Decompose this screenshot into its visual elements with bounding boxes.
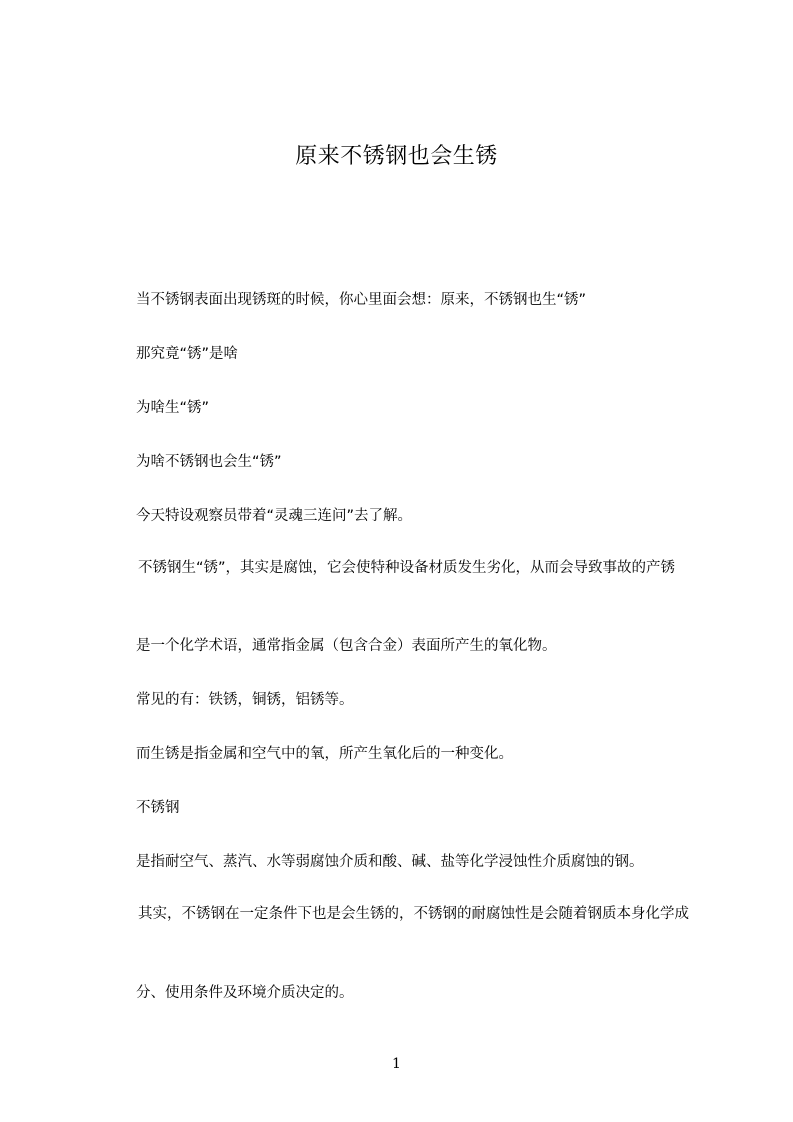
paragraph: 分、使用条件及环境介质决定的。 <box>136 985 354 1001</box>
paragraph: 不锈钢生“锈”，其实是腐蚀，它会使特种设备材质发生劣化，从而会导致事故的产锈 <box>138 560 676 576</box>
paragraph: 今天特设观察员带着“灵魂三连问”去了解。 <box>136 508 413 524</box>
paragraph: 其实，不锈钢在一定条件下也是会生锈的，不锈钢的耐腐蚀性是会随着钢质本身化学成 <box>138 906 689 922</box>
paragraph: 当不锈钢表面出现锈斑的时候，你心里面会想：原来，不锈钢也生“锈” <box>136 292 587 308</box>
paragraph: 而生锈是指金属和空气中的氧，所产生氧化后的一种变化。 <box>136 746 513 762</box>
paragraph: 为啥生“锈” <box>136 400 210 416</box>
document-title: 原来不锈钢也会生锈 <box>295 144 498 169</box>
paragraph: 那究竟“锈”是啥 <box>136 346 239 362</box>
paragraph: 不锈钢 <box>136 800 180 816</box>
paragraph: 是指耐空气、蒸汽、水等弱腐蚀介质和酸、碱、盐等化学浸蚀性介质腐蚀的钢。 <box>136 854 644 870</box>
paragraph: 是一个化学术语，通常指金属（包含合金）表面所产生的氧化物。 <box>136 638 557 654</box>
page-number: 1 <box>392 1056 401 1072</box>
paragraph: 常见的有：铁锈，铜锈，铝锈等。 <box>136 692 354 708</box>
paragraph: 为啥不锈钢也会生“锈” <box>136 454 282 470</box>
